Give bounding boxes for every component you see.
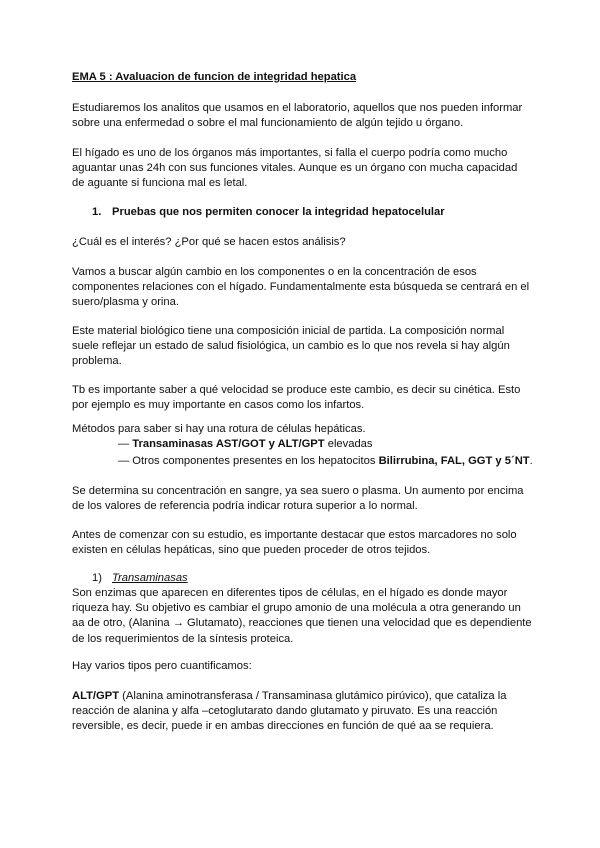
metodos-intro: Métodos para saber si hay una rotura de células hepáticas. (72, 423, 366, 435)
alt-gpt-text: (Alanina aminotransferasa / Transaminasa glutámico pirúvico), que cataliza la reacción de alanina y alfa –cetoglutarato dando glutamato y piruvato. Es una reacción reversible, es decir, puede ir en ambas direcciones en función de qué aa se requiera. (72, 690, 507, 733)
bullet-transaminasas (118, 437, 538, 452)
subsection-number: 1) (92, 572, 102, 584)
intro-paragraph-1: Estudiaremos los analitos que usamos en el laboratorio, aquellos que nos pueden informar sobre una enfermedad o sobre el mal funcionamiento de algún tejido u órgano. (72, 102, 523, 130)
paragraph-material: Este material biológico tiene una composición inicial de partida. La composición normal suele reflejar un estado de salud fisiológica, un cambio es lo que nos revela si hay algún problema. (72, 325, 510, 368)
bullet-dash: — (118, 438, 130, 450)
bullet-bold-text: Transaminasas AST/GOT y ALT/GPT (132, 438, 325, 450)
paragraph-velocidad: Tb es importante saber a qué velocidad se produce este cambio, es decir su cinética. Esto por ejemplo es muy importante en casos como los infartos. (72, 384, 521, 412)
question-paragraph: ¿Cuál es el interés? ¿Por qué se hacen estos análisis? (72, 236, 346, 248)
subsection-title: Transaminasas (112, 572, 188, 584)
paragraph-tipos: Hay varios tipos pero cuantificamos: (72, 660, 252, 672)
paragraph-cambio: Vamos a buscar algún cambio en los componentes o en la concentración de esos componentes relaciones con el hígado. Fundamentalmente esta búsqueda se centrará en el suero/plasma y orina. (72, 266, 530, 309)
paragraph-antes: Antes de comenzar con su estudio, es importante destacar que estos marcadores no solo existen en células hepáticas, sino que pueden proceder de otros tejidos. (72, 529, 517, 557)
paragraph-concentracion: Se determina su concentración en sangre, ya sea suero o plasma. Un aumento por encima de los valores de referencia podría indicar rotura superior a lo normal. (72, 485, 524, 513)
section-title: Pruebas que nos permiten conocer la integridad hepatocelular (112, 206, 445, 218)
section-heading-1 (92, 205, 532, 220)
bullet-text: Otros componentes presentes en los hepatocitos (132, 455, 376, 467)
bullet-text: elevadas (327, 438, 373, 450)
bullet-bold-text: Bilirrubina, FAL, GGT y 5´NT (378, 455, 530, 467)
bullet-end: . (529, 455, 533, 467)
paragraph-alt-gpt (72, 689, 532, 735)
section-number: 1. (92, 206, 102, 218)
paragraph-transaminasas: Son enzimas que aparecen en diferentes tipos de células, en el hígado es donde mayor riqueza hay. Su objetivo es cambiar el grupo amonio de una molécula a otra generando un aa de otro, (Alanina → Glutamato), reacciones que tienen una velocidad que es dependiente de los requerimientos de la síntesis proteica. (72, 587, 532, 645)
document-title: EMA 5 : Avaluacion de funcion de integridad hepatica (72, 71, 357, 83)
bullet-dash: — (118, 455, 130, 467)
bullet-otros-componentes (118, 454, 538, 469)
subsection-heading-1 (92, 571, 552, 586)
alt-gpt-label: ALT/GPT (72, 690, 120, 702)
intro-paragraph-2: El hígado es uno de los órganos más importantes, si falla el cuerpo podría como mucho aguantar unas 24h con sus funciones vitales. Aunque es un órgano con mucha capacidad de aguante si funciona mal es letal. (72, 147, 518, 190)
